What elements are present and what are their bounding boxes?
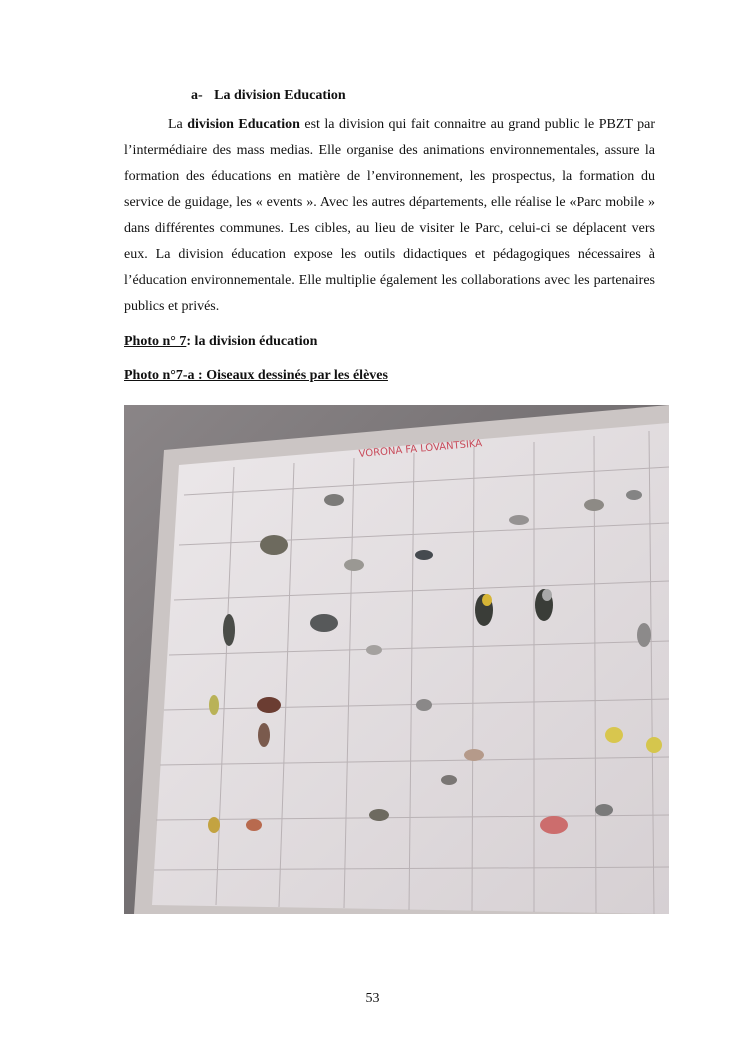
- photo-paper-board: [152, 423, 669, 914]
- photo-caption-main-text: : la division éducation: [186, 334, 318, 349]
- section-heading: [191, 88, 346, 104]
- section-number: a-: [191, 88, 203, 103]
- photo-caption-sub-label: Photo n°7-a : Oiseaux dessinés par les élèves: [124, 368, 388, 383]
- page-number: 53: [365, 991, 380, 1006]
- body-paragraph: [124, 112, 655, 320]
- photo-banner-text: VORONA FA LOVANTSIKA: [358, 438, 483, 460]
- photo-illustration: [124, 405, 669, 914]
- bird-drawings-photo: [124, 405, 669, 914]
- photo-caption-main: [124, 334, 317, 350]
- photo-caption-main-label: Photo n° 7: [124, 334, 187, 349]
- paragraph-bold-term: division Education: [187, 117, 300, 132]
- paragraph-lead: La: [168, 117, 188, 132]
- paragraph-text: est la division qui fait connaitre au grand public le PBZT par l’intermédiaire des mass medias. Elle organise des animations environnementales, assure la formation des éducations en matière de l’environnement, les prospectus, la formation du service de guidage, les « events ». Avec les autres départements, elle réalise le «Parc mobile » dans différentes communes. Les cibles, au lieu de visiter le Parc, celui-ci se déplacent vers eux. La division éducation expose les outils didactiques et pédagogiques nécessaires à l’éducation environnementale. Elle multiplie également les collaborations avec les partenaires publics et privés.: [124, 117, 656, 314]
- section-title: La division Education: [214, 88, 346, 103]
- photo-caption-sub: [124, 368, 388, 384]
